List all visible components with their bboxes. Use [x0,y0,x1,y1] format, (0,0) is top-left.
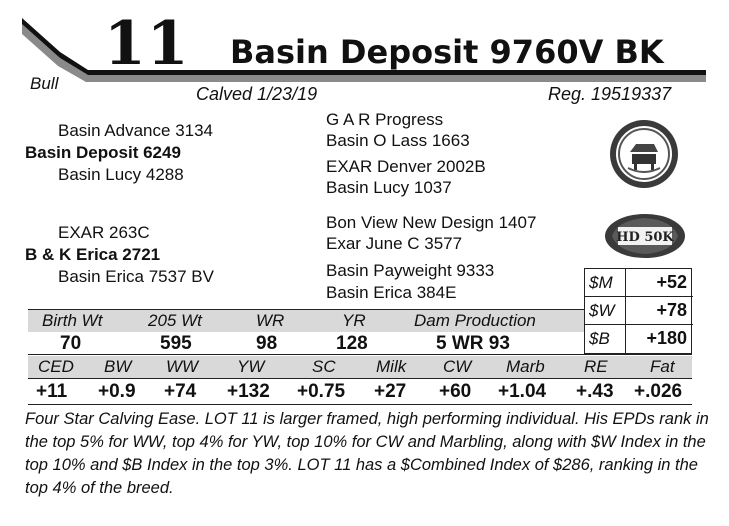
pedigree-sire: Basin Deposit 6249 [25,143,181,162]
performance-value: 128 [336,333,368,354]
epd-header: Marb [506,357,545,376]
epd-value: +1.04 [498,381,547,402]
association-seal-icon [608,118,680,190]
pedigree-great-granddam-3: Exar June C 3577 [326,234,463,253]
epd-value: +11 [36,381,68,402]
epd-header: RE [584,357,608,376]
pedigree-great-grandsire-2: EXAR Denver 2002B [326,157,486,176]
pedigree-great-grandsire-3: Bon View New Design 1407 [326,213,537,232]
index-label: $W [589,301,615,320]
registration-number: Reg. 19519337 [548,84,672,104]
pedigree-great-granddam-2: Basin Lucy 1037 [326,178,452,197]
epd-header: BW [104,357,132,376]
epd-header: CW [443,357,472,376]
performance-value: 5 WR 93 [436,333,510,354]
index-value: +78 [656,300,687,320]
epd-header: Milk [376,357,407,376]
pedigree-sire-dam: Basin Lucy 4288 [58,165,184,184]
epd-header: CED [38,357,74,376]
pedigree-great-grandsire-1: G A R Progress [326,110,444,129]
performance-header: Dam Production [414,311,536,330]
animal-name: Basin Deposit 9760V BK [230,33,664,71]
epd-value: +.43 [576,381,614,402]
sex-label: Bull [30,74,59,93]
pedigree-dam-sire: EXAR 263C [58,223,150,242]
index-row-m [585,269,693,297]
epd-value: +0.9 [98,381,136,402]
index-box [584,268,692,354]
calved-date: Calved 1/23/19 [196,84,318,104]
index-row-w [585,297,693,325]
pedigree-sire-sire: Basin Advance 3134 [58,121,214,140]
pedigree-great-granddam-1: Basin O Lass 1663 [326,131,470,150]
pedigree-dam: B & K Erica 2721 [25,245,161,264]
performance-header: YR [342,311,366,330]
pedigree-great-grandsire-4: Basin Payweight 9333 [326,261,495,280]
performance-value: 98 [256,333,278,354]
epd-value: +74 [164,381,197,402]
epd-header: YW [237,357,265,376]
epd-value: +.026 [634,381,683,402]
hd50k-badge-text: HD 50K [616,230,674,245]
performance-value: 70 [60,333,82,354]
index-value: +180 [646,328,687,348]
epd-value: +132 [227,381,270,402]
performance-header: Birth Wt [42,311,103,330]
index-value: +52 [656,272,687,292]
epd-value: +60 [439,381,472,402]
performance-value: 595 [160,333,192,354]
pedigree-great-granddam-4: Basin Erica 384E [326,283,457,302]
epd-header: SC [312,357,336,376]
epd-value: +27 [374,381,407,402]
index-label: $M [589,273,613,292]
performance-header: WR [256,311,285,330]
performance-header: 205 Wt [148,311,202,330]
hd50k-badge-icon [604,212,686,260]
index-label: $B [589,329,610,348]
lot-number: 11 [104,9,190,79]
epd-header: WW [166,357,199,376]
epd-header: Fat [650,357,675,376]
pedigree-dam-dam: Basin Erica 7537 BV [58,267,214,286]
lot-comment: Four Star Calving Ease. LOT 11 is larger framed, high performing individual. His EPDs rank in the top 5% for WW, top 4% for YW, top 10% for CW and Marbling, along with $W Index in the top 10% and $B Index in the top 3%. LOT 11 has a $Combined Index of $286, ranking in the top 4% of the breed. [25,410,709,497]
index-row-b [585,325,693,353]
epd-value: +0.75 [297,381,346,402]
